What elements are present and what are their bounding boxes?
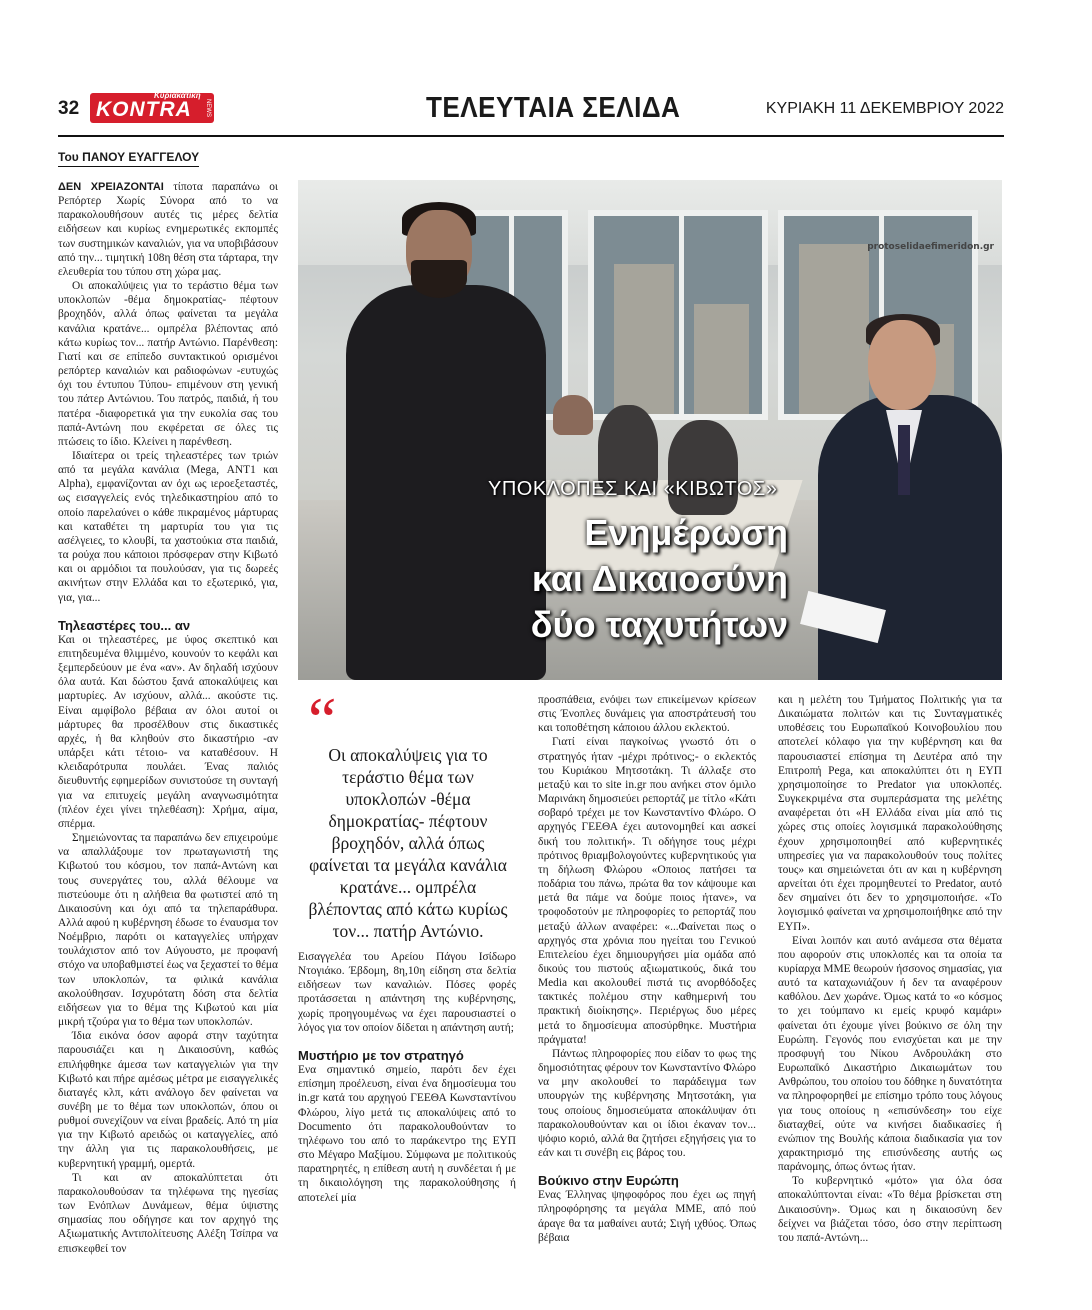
article-column-4 <box>778 693 1002 1283</box>
headline-line: και Δικαιοσύνη <box>531 558 788 599</box>
article-paragraph: και η μελέτη του Τμήματος Πολιτικής για τα Δικαιώματα πολιτών και τις Συνταγματικές υποθέσεις του Ευρωπαϊκού Κοινοβουλίου που αποτελεί κόλαφο για την κυβέρνηση και θα παρουσιαστεί επίσημα τη Δευτέρα από την Επιτροπή Pega, και αποκαλύπτει ότι η ΕΥΠ χρησιμοποίησε το Predator για υποκλοπές. Συγκεκριμένα στα συμπεράσματα της μελέτης αναφέρεται ότι «Η Ελλάδα είναι μία από τις χώρες στις οποίες λογισμικά παρακολούθησης έχουν χρησιμοποιηθεί από κυβερνητικές υπηρεσίες για να παρακολουθούν τους πολίτες τους» και σημειώνεται ότι αν και η κυβέρνηση αρνείται ότι έχει προμηθευτεί το Predator, αυτό δεν σημαίνει ότι δεν το χρησιμοποιήσε. «Το λογισμικό φαίνεται να χρησιμοποιήθηκε από την ΕΥΠ». <box>778 694 1002 933</box>
subheading: Μυστήριο με τον στρατηγό <box>298 1047 464 1063</box>
section-title: ΤΕΛΕΥΤΑΙΑ ΣΕΛΙΔΑ <box>426 92 681 124</box>
article-paragraph: Γιατί είναι παγκοίνως γνωστό ότι ο στρατηγός ήταν -μέχρι πρότινος;- ο εκλεκτός του Κυριάκου Μητσοτάκη. Τι άλλαξε στο μεταξύ και το site in.gr που ανήκει στον όμιλο Μαρινάκη δημοσιεύει ρεπορτάζ με τίτλο «Κάτι σοβαρό τρέχει με τον Κωνσταντίνο Φλώρο. Ο αρχηγός ΓΕΕΘΑ έχει αυτονομηθεί και ασκεί δική του πολιτική». Τι οδήγησε τους μέχρι πρότινος θριαμβολογούντες κυβερνητικούς για τη δήλωση Φλώρου «Οποιος πατήσει τα ποδάρια του πάνω, πρώτα θα τον κάψουμε και μετά θα πάμε να δούμε ποιος ήτανε», να τροφοδοτούν με πληροφορίες το ρεπορτάζ που μεταξύ άλλων αναφέρει: «...Φαίνεται πως ο αρχηγός στα χρόνια που ηγείται του Γενικού Επιτελείου έχει δημιουργήσει μία ομάδα από δικούς του πιστούς αξιωματικούς, δικά του Media και ακολουθεί πιστά τις ανορθόδοξες τακτικές πολέμου στην καθημερινή του πρακτική διοίκησης». Περιέργως δυο μέρες μετά το δημοσίευμα αποσύρθηκε. Μυστήρια πράγματα! <box>538 736 756 1046</box>
subheading: Τηλεαστέρες του... αν <box>58 617 191 633</box>
pull-quote-text: Οι αποκαλύψεις για το τεράστιο θέμα των υποκλοπών -θέμα δημοκρατίας- πέφτουν βροχηδόν, αλλά όπως φαίνεται τα μεγάλα κανάλια κρατάνε... ομπρέλα βλέποντας από κάτω κυρίως τον... πατήρ Αντώνιο. <box>308 745 508 941</box>
article-paragraph: Εισαγγελέα του Αρείου Πάγου Ισίδωρο Ντογιάκο. Έβδομη, 8η,10η είδηση στα δελτία ειδήσεων των καναλιών. Πόσες φορές προτάσσεται η απάντηση της κυβέρνησης, χωρίς προηγουμένως να έχει παρουσιαστεί ο λόγος για τον οποίον δίδεται η απάντηση αυτή; <box>298 951 516 1034</box>
byline: Του ΠΑΝΟΥ ΕΥΑΓΓΕΛΟΥ <box>58 150 199 167</box>
page-header <box>58 90 1004 130</box>
article-column-1 <box>58 180 278 1280</box>
article-paragraph: Ενας Έλληνας ψηφοφόρος που έχει ως πηγή πληροφόρησης τα μεγάλα ΜΜΕ, από πού άραγε θα τα μαθαίνει αυτά; Σιγή ιχθύος. Όπως βέβαια <box>538 1189 756 1244</box>
headline-line: δύο ταχυτήτων <box>530 604 788 645</box>
logo-side-text: NEWS <box>205 99 211 117</box>
watermark: protoselidaefimeridon.gr <box>867 242 994 252</box>
photo-window <box>588 210 768 420</box>
article-column-2 <box>298 950 516 1280</box>
subheading: Βούκινο στην Ευρώπη <box>538 1173 679 1189</box>
article-paragraph: προσπάθεια, ενόψει των επικείμενων κρίσεων στις Ένοπλες δυνάμεις για αποστράτευσή του και τοποθέτηση κάποιου άλλου εκλεκτού. <box>538 694 756 735</box>
article-paragraph: Είναι λοιπόν και αυτό ανάμεσα στα θέματα που αφορούν στις υποκλοπές και τα οποία τα κυρίαρχα ΜΜΕ θεωρούν ήσσονος σημασίας, για αυτό τα καταχωνιάζουν ή δεν τα αναφέρουν καθόλου. Δεν χωράνε. Όμως κατά το «ο κόσμος το χει τούμπανο κι εμείς κρυφό καμάρι» φαίνεται ότι έχουμε γίνει βούκινο σε όλη την Ευρώπη. Γεγονός που ενισχύεται και με την προσφυγή του Νίκου Ανδρουλάκη στο Ευρωπαϊκό Δικαστήριο Δικαιωμάτων του Ανθρώπου, του οποίου του δόθηκε η δυνατότητα να πληροφορηθεί με επίσημο τρόπο τους λόγους για τους οποίους η «επισύνδεση» του είχε διαταχθεί, ούτε να κινήσει διαδικασίες ή ενώπιον της Βουλής κάποια διαδικασία για τον χαρακτηρισμό της επισύνδεσης αυτής ως παράνομης, όπως όντως ήταν. <box>778 934 1002 1174</box>
article-paragraph: Πάντως πληροφορίες που είδαν το φως της δημοσιότητας φέρουν τον Κωνσταντίνο Φλώρο να μην ακολουθεί το παράδειγμα των υπουργών της κυβέρνησης Μητσοτάκη, για τους οποίους δημοσιεύματα αποκάλυψαν ότι παρακολουθούνταν και οι ίδιοι έκαναν τον... ψόφιο κοριό, αλλά θα ζητήσει εξηγήσεις για το εάν και τι συνέβη εις βάρος του. <box>538 1047 756 1159</box>
photo-priest-beard <box>411 260 467 298</box>
logo-top-text: Κυριακάτικη <box>154 91 201 100</box>
article-paragraph: Τι και αν αποκαλύπτεται ότι παρακολουθούσαν τα τηλέφωνα της ηγεσίας των Ενόπλων Δυνάμεων, θέμα ύψιστης σημασίας που οδήγησε και τον αρχηγό της Αξιωματικής Αντιπολίτευσης Αλέξη Τσίπρα να επισκεφθεί τον <box>58 1171 278 1255</box>
headline-line: Ενημέρωση <box>584 512 788 553</box>
article-paragraph: Σημειώνοντας τα παραπάνω δεν επιχειρούμε να απαλλάξουμε τον πρωταγωνιστή της Κιβωτού του κόσμου, τον παπά-Αντώνη και τους συνεργάτες του, αλλά θέλουμε να πιστεύουμε ότι η αλήθεια θα φωτιστεί από τη Δικαιοσύνη και όχι από τα τηλεπαράθυρα. Αλλά αφού η κυβέρνηση έδωσε το έναυσμα τον Νοέμβριο, παρότι οι καταγγελίες υπήρχαν τουλάχιστον από τον Αύγουστο, με προφανή στόχο να υποβαθμιστεί έως να ξεχαστεί το θέμα των υποκλοπών, τα φιλικά κανάλια ακολούθησαν. Ισχυρότατη δόση στα δελτία ειδήσεων για το θέμα της Κιβωτού και μία μικρή τζούρα για το θέμα των υποκλοπών. <box>58 832 278 1029</box>
headline-kicker: ΥΠΟΚΛΟΠΕΣ ΚΑΙ «ΚΙΒΩΤΟΣ» <box>488 478 778 500</box>
lead-photo <box>298 180 1002 680</box>
article-paragraph: Ενα σημαντικό σημείο, παρότι δεν έχει επίσημη προέλευση, είναι ένα δημοσίευμα του in.gr κατά του αρχηγού ΓΕΕΘΑ Κωνσταντίνου Φλώρου, λίγο μετά τις αποκαλύψεις από το Documento ότι παρακολουθούνταν το τηλέφωνο του από το παράκεντρο της ΕΥΠ στο Μέγαρο Μαξίμου. Σύμφωνα με πολιτικούς παρατηρητές, η επίθεση αυτή η συνδέεται ή με τη δικαιολόγηση της παρακολούθησης ή αποτελεί μία <box>298 1064 516 1204</box>
pull-quote <box>308 684 508 942</box>
header-rule <box>58 135 1004 137</box>
quote-mark-icon: “ <box>308 684 337 755</box>
paragraph-text: τίποτα παραπάνω οι Ρεπόρτερ Χωρίς Σύνορα από το να παρακολουθήσουν αυτές τις μέρες δελτία ειδήσεων και κυρίως ενημερωτικές εκπομπές των συστημικών καναλιών, για να υποβιβάσουν από την... τιμητική 108η θέση στα τάρταρα, την ελευθερία του τύπου στη χώρα μας. <box>58 181 278 278</box>
kontra-logo <box>90 93 214 123</box>
photo-politician-tie <box>898 425 910 495</box>
photo-politician-head <box>868 320 936 410</box>
article-paragraph: Ίδια εικόνα όσον αφορά στην ταχύτητα παρουσιάζει και η Δικαιοσύνη, καθώς επιλήφθηκε άμεσα των καταγγελιών για την Κιβωτό και πήρε αμέσως μέτρα με εισαγγελικές διαταγές κλπ, κάτι ανάλογο δεν φαίνεται να συνέβη με το θέμα των υποκλοπών, όπου οι ρυθμοί συνεχίζουν να είναι βραδείς. Από τη μία για την Κιβωτό αρειδώς οι καταγγελίες, από την άλλη για τις παρακολουθήσεις, με κυβερνητική γραμμή, ομερτά. <box>58 1030 278 1170</box>
article-paragraph <box>58 180 278 279</box>
article-paragraph: Και οι τηλεαστέρες, με ύφος σκεπτικό και επιτηδευμένα θλιμμένο, κουνούν το κεφάλι και ξεμπερδεύουν με ένα «αν». Αν δηλαδή ισχύουν όλα αυτά. Και δώστου ξανά αποκαλύψεις και μαρτυρίες. Αν ισχύουν, αλλά... ακούστε τις. Είναι αμφίβολο βέβαια αν όλοι αυτοί οι μάρτυρες θα προσέλθουν στις δικαστικές αρχές, ή θα κληθούν στο δικαστήριο -αν υπάρξει κάτι τέτοιο- να καταθέσουν. Η κλειδαρότρυπα πουλάει. Ένας παλιός διευθυντής εφημερίδων συνιστούσε τη συνταγή για να επιτυχείς μεγάλη αναγνωσιμότητα (πλέον έχει γίνει τηλεθέαση): Χρήμα, αίμα, σπέρμα. <box>58 633 278 830</box>
logo-main-text: KONTRA <box>96 98 192 121</box>
headline <box>458 510 788 648</box>
lead-in: ΔΕΝ ΧΡΕΙΑΖΟΝΤΑΙ <box>58 181 164 193</box>
article-paragraph: Το κυβερνητικό «μότο» για όλα όσα αποκαλύπτονται είναι: «Το θέμα βρίσκεται στη Δικαιοσύνη». Όμως και η δικαιοσύνη δεν δείχνει να βιάζεται τόσο, όσο στην περίπτωση του παπά-Αντώνη... <box>778 1175 1002 1244</box>
article-column-3 <box>538 693 756 1283</box>
issue-date: ΚΥΡΙΑΚΗ 11 ΔΕΚΕΜΒΡΙΟΥ 2022 <box>765 100 1004 117</box>
article-paragraph: Ιδιαίτερα οι τρείς τηλεαστέρες των τριών από τα μεγάλα κανάλια (Mega, ΑΝΤ1 και Alpha), εμφανίζονται αν όχι ως ιεροεξεταστές, ως εισαγγελείς ενός τηλεδικαστηρίου από το οποίο παρελαύνει ο κάθε πικραμένος μάρτυρας και καταθέτει τη μαρτυρία του για τις ασέλγειες, το κλουβί, τα χαστούκια στα παιδιά, τα ρούχα που κάποιοι πρόσφεραν στην Κιβωτό και οι αρμόδιοι τα πουλούσαν, για τις δωρεές ακινήτων στην Ελλάδα και το εξωτερικό, για, για, για... <box>58 449 278 604</box>
page-number: 32 <box>58 98 80 119</box>
photo-child <box>553 395 593 435</box>
article-paragraph: Οι αποκαλύψεις για το τεράστιο θέμα των υποκλοπών -θέμα δημοκρατίας- πέφτουν βροχηδόν, αλλά όπως φαίνεται τα μεγάλα κανάλια κρατάνε... ομπρέλα βλέποντας από κάτω κυρίως τον... πατήρ Αντώνιο. Παρένθεση: Γιατί και σε επίπεδο συντακτικού ορισμένοι ρεπόρτερ καναλιών και ραδιοφώνων -ευτυχώς όχι του έντυπου Τύπου- επιμένουν στη γενική του πάτερ Αντώνιου. Του πατρός, παιδιά, ή του πατέρα -διαφορετικά για την ευκολία σας του παπά-Αντώνη που εκφέρεται σε όλες τις πτώσεις το ίδιο. Κλείνει η παρένθεση. <box>58 280 278 448</box>
